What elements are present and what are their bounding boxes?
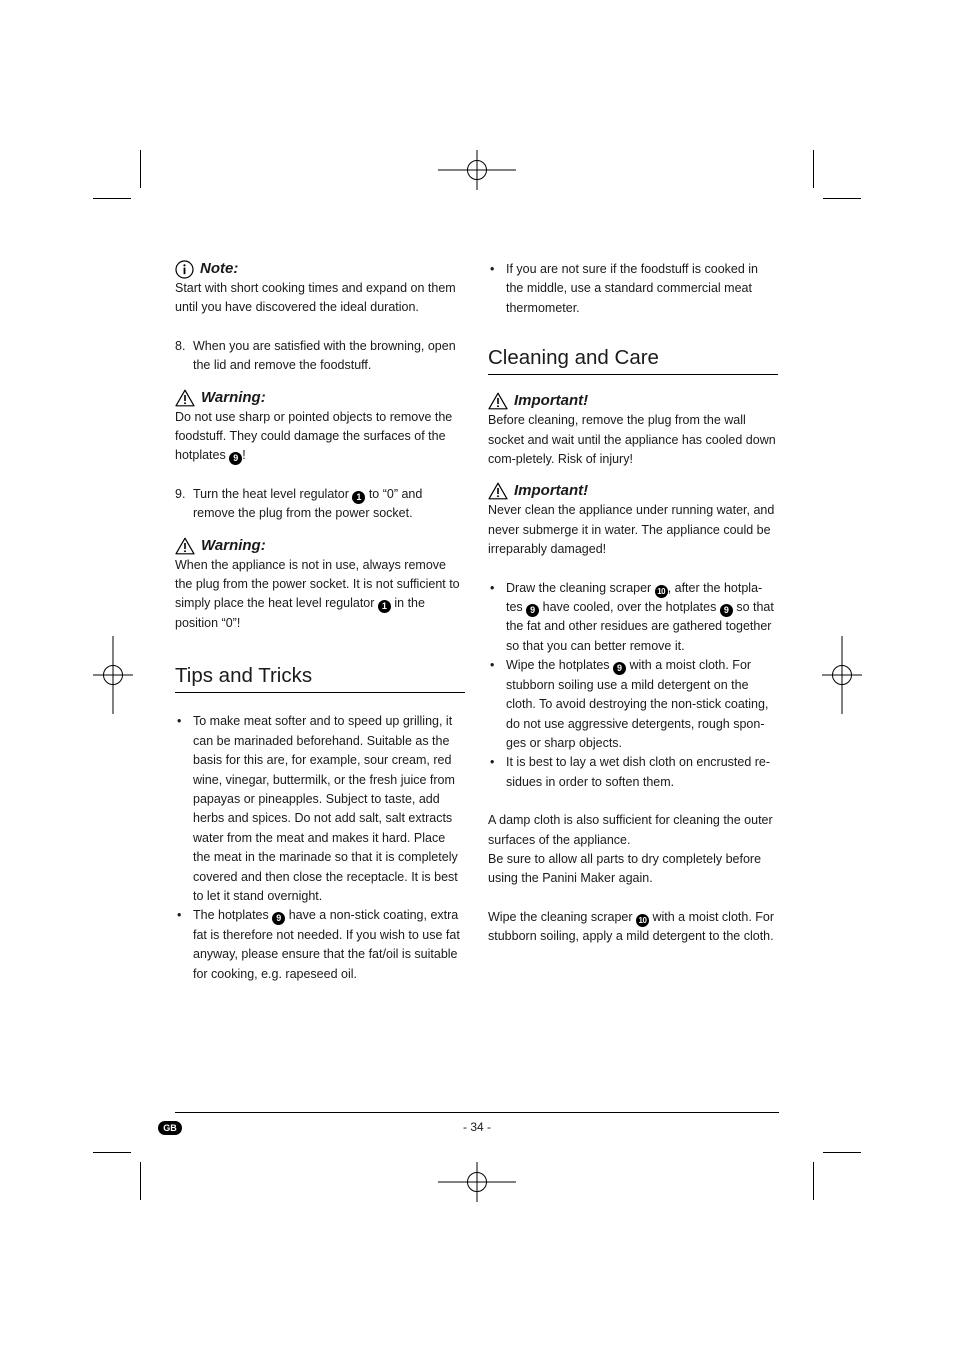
footer-rule [175, 1112, 779, 1113]
text-span: , after the hotpla-tes [506, 580, 763, 615]
list-item: • It is best to lay a wet dish cloth on encrusted re-sidues in order to soften them. [488, 753, 778, 792]
paragraph [488, 908, 778, 947]
crop-mark [140, 150, 141, 188]
text-span: Wipe the cleaning scraper [488, 909, 636, 924]
part-number-badge: 9 [613, 662, 626, 675]
crop-mark [813, 150, 814, 188]
info-icon [175, 260, 194, 279]
text-span: The hotplates [193, 908, 273, 923]
part-number-badge: 10 [655, 585, 668, 598]
paragraph: A damp cloth is also sufficient for cleaning the outer surfaces of the appliance. [488, 813, 773, 847]
list-item: • To make meat softer and to speed up grilling, it can be marinaded beforehand. Suitable as the basis for this are, for example, sour cream, red wine, vinegar, buttermilk, or the fresh juice from papayas or pineapples. Subject to taste, add herbs and spices. Do not add salt, salt extracts water from the meat and makes it hard. Place the meat in the marinade so that it is completely covered and then close the receptacle. It is best to let it stand overnight. [175, 712, 465, 906]
step-number: 9. [175, 486, 186, 501]
part-number-badge: 10 [636, 914, 649, 927]
part-number-badge: 9 [272, 912, 285, 925]
left-column [175, 257, 465, 984]
tips-list [175, 712, 465, 984]
tips-list-continued [488, 260, 778, 318]
important-heading-label: Important! [514, 392, 589, 410]
text-span: with a moist cloth. For stubborn soiling use a mild detergent on the cloth. To avoid destroying the non-stick coating, do not use aggressive detergents, rough spon-ges or sharp objects. [506, 658, 769, 750]
important-text: Before cleaning, remove the plug from the wall socket and wait until the appliance has cooled down com-pletely. Risk of injury! [488, 413, 776, 467]
important-text: Never clean the appliance under running water, and never submerge it in water. The appliance could be irreparably damaged! [488, 503, 775, 557]
note-heading-label: Note: [200, 260, 239, 277]
step-text: When you are satisfied with the browning, open the lid and remove the foodstuff. [193, 338, 456, 373]
warning-text [175, 408, 465, 466]
warning-heading [175, 388, 465, 408]
right-column [488, 260, 778, 947]
text-span: have cooled, over the hotplates [539, 600, 720, 615]
part-number-badge: 9 [720, 604, 733, 617]
warning-triangle-icon [175, 537, 195, 555]
crop-mark [813, 1162, 814, 1200]
part-number-badge: 9 [229, 452, 242, 465]
warning-triangle-icon [488, 392, 508, 410]
list-item [488, 579, 778, 657]
list-item: • If you are not sure if the foodstuff is cooked in the middle, use a standard commercial meat thermometer. [488, 260, 778, 318]
crop-mark [93, 1152, 131, 1153]
warning-heading [175, 536, 465, 556]
warning-text [175, 556, 465, 634]
part-number-badge: 1 [378, 600, 391, 613]
crop-mark [140, 1162, 141, 1200]
step-8 [175, 337, 465, 376]
warning-heading-label: Warning: [201, 536, 266, 554]
text-span: in the position “0”! [175, 596, 425, 630]
crop-mark [823, 1152, 861, 1153]
note-heading [175, 259, 465, 279]
text-span: so that the fat and other residues are gathered together so that you can better remove it. [506, 600, 774, 653]
part-number-badge: 9 [526, 604, 539, 617]
registration-mark-icon [437, 150, 517, 190]
warning-triangle-icon [488, 482, 508, 500]
list-item [488, 656, 778, 753]
warning-triangle-icon [175, 389, 195, 407]
text-span: to “0” and remove the plug from the power socket. [193, 486, 423, 521]
step-text [193, 485, 465, 524]
cleaning-list [488, 579, 778, 792]
important-heading-label: Important! [514, 482, 589, 500]
country-badge: GB [158, 1121, 182, 1135]
crop-mark [93, 198, 131, 199]
registration-mark-icon [437, 1162, 517, 1202]
text-span: Wipe the hotplates [506, 658, 614, 673]
section-heading-cleaning: Cleaning and Care [488, 345, 778, 375]
section-heading-tips: Tips and Tricks [175, 663, 465, 693]
crop-mark [823, 198, 861, 199]
registration-mark-icon [822, 636, 862, 714]
registration-mark-icon [93, 636, 133, 714]
text-span: Do not use sharp or pointed objects to remove the foodstuff. They could damage the surfaces of the hotplates [175, 409, 453, 463]
text-span: ! [242, 448, 246, 463]
important-heading [488, 391, 778, 411]
page-number: - 34 - [462, 1120, 491, 1134]
text-span: have a non-stick coating, extra fat is therefore not needed. If you wish to use fat anyway, please ensure that the fat/oil is suitable for cooking, e.g. rapeseed oil. [193, 908, 460, 981]
text-span: with a moist cloth. For stubborn soiling, apply a mild detergent to the cloth. [488, 909, 775, 944]
text-span: Turn the heat level regulator [193, 486, 353, 501]
note-text: Start with short cooking times and expand on them until you have discovered the ideal duration. [175, 281, 456, 315]
text-span: Draw the cleaning scraper [506, 580, 655, 595]
important-heading [488, 481, 778, 501]
step-number: 8. [175, 338, 186, 353]
warning-heading-label: Warning: [201, 388, 266, 406]
step-9 [175, 485, 465, 524]
paragraph: Be sure to allow all parts to dry completely before using the Panini Maker again. [488, 851, 762, 886]
list-item [175, 906, 465, 984]
part-number-badge: 1 [352, 491, 365, 504]
text-span: When the appliance is not in use, always remove the plug from the power socket. It is not sufficient to simply place the heat level regulator [175, 557, 460, 611]
